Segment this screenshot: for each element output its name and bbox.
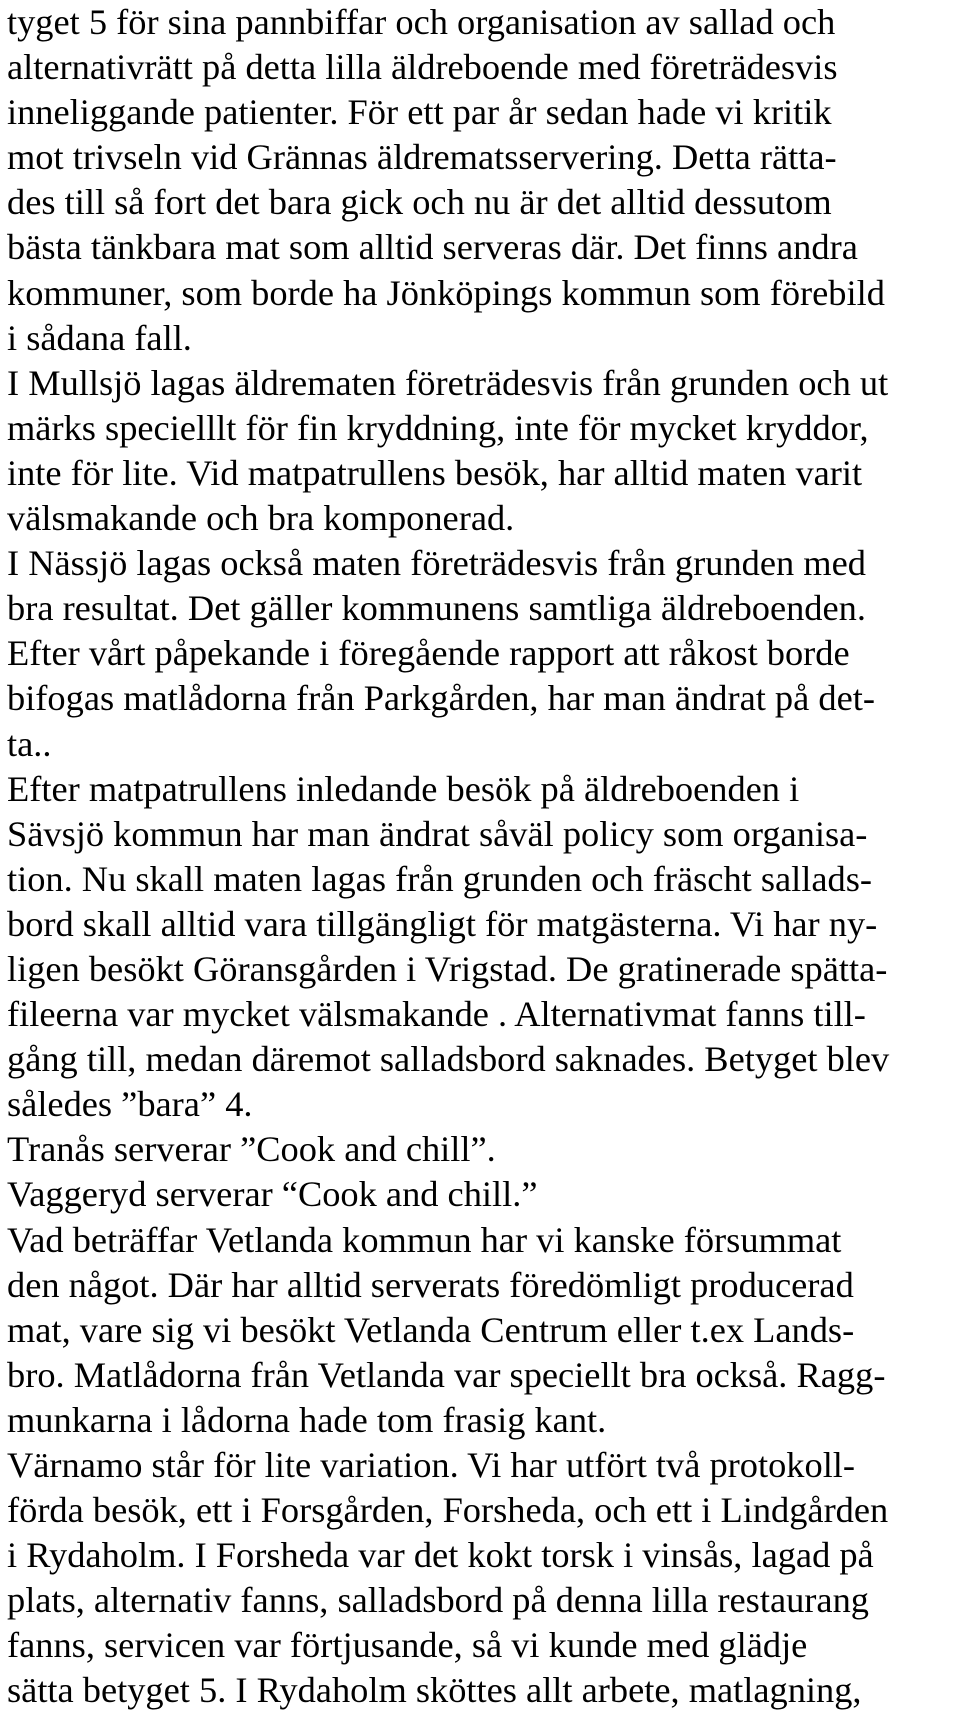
text-line: gång till, medan däremot salladsbord saknades. Betyget blev: [7, 1039, 890, 1080]
text-line: Vad beträffar Vetlanda kommun har vi kanske försummat: [7, 1219, 842, 1260]
text-line: bästa tänkbara mat som alltid serveras där. Det finns andra: [7, 227, 858, 268]
text-line: således ”bara” 4.: [7, 1084, 253, 1125]
text-line: Efter matpatrullens inledande besök på äldreboenden i: [7, 768, 800, 809]
text-line: fileerna var mycket välsmakande . Alternativmat fanns till-: [7, 994, 866, 1035]
text-line: märks specielllt för fin kryddning, inte för mycket kryddor,: [7, 407, 869, 448]
text-line: förda besök, ett i Forsgården, Forsheda, och ett i Lindgården: [7, 1490, 889, 1531]
text-line: i Rydaholm. I Forsheda var det kokt torsk i vinsås, lagad på: [7, 1535, 874, 1576]
text-line: I Nässjö lagas också maten företrädesvis från grunden med: [7, 543, 866, 584]
text-line: sätta betyget 5. I Rydaholm sköttes allt arbete, matlagning,: [7, 1670, 862, 1711]
text-line: des till så fort det bara gick och nu är det alltid dessutom: [7, 182, 832, 223]
text-line: välsmakande och bra komponerad.: [7, 498, 515, 539]
text-line: mot trivseln vid Grännas äldrematsservering. Detta rätta-: [7, 137, 837, 178]
text-line: inte för lite. Vid matpatrullens besök, har alltid maten varit: [7, 452, 863, 493]
text-line: Sävsjö kommun har man ändrat såväl policy som organisa-: [7, 813, 868, 854]
text-line: munkarna i lådorna hade tom frasig kant.: [7, 1399, 607, 1440]
text-line: tyget 5 för sina pannbiffar och organisation av sallad och: [7, 2, 836, 42]
text-line: bra resultat. Det gäller kommunens samtliga äldreboenden.: [7, 588, 866, 629]
text-line: Värnamo står för lite variation. Vi har utfört två protokoll-: [7, 1445, 856, 1485]
text-line: den något. Där har alltid serverats föredömligt producerad: [7, 1264, 854, 1305]
text-line: mat, vare sig vi besökt Vetlanda Centrum eller t.ex Lands-: [7, 1309, 855, 1350]
text-line: kommuner, som borde ha Jönköpings kommun som förebild: [7, 272, 885, 313]
text-line: tion. Nu skall maten lagas från grunden och fräscht sallads-: [7, 858, 873, 899]
text-line: bifogas matlådorna från Parkgården, har man ändrat på det-: [7, 678, 875, 719]
text-line: i sådana fall.: [7, 317, 192, 358]
text-line: bord skall alltid vara tillgängligt för matgästerna. Vi har ny-: [7, 903, 878, 944]
text-line: bro. Matlådorna från Vetlanda var speciellt bra också. Ragg-: [7, 1354, 886, 1395]
text-line: alternativrätt på detta lilla äldreboende med företrädesvis: [7, 47, 838, 88]
text-line: ligen besökt Göransgården i Vrigstad. De gratinerade spätta-: [7, 948, 888, 989]
text-line: plats, alternativ fanns, salladsbord på denna lilla restaurang: [7, 1580, 869, 1621]
text-line: Efter vårt påpekande i föregående rapport att råkost borde: [7, 633, 850, 674]
text-line: ta..: [7, 723, 52, 764]
text-line: Vaggeryd serverar “Cook and chill.”: [7, 1174, 538, 1215]
text-line: I Mullsjö lagas äldrematen företrädesvis från grunden och ut: [7, 362, 889, 403]
text-line: Tranås serverar ”Cook and chill”.: [7, 1129, 496, 1170]
document-page: [7, 0, 955, 1714]
text-line: fanns, servicen var förtjusande, så vi kunde med glädje: [7, 1625, 808, 1666]
text-line: inneliggande patienter. För ett par år sedan hade vi kritik: [7, 92, 832, 133]
